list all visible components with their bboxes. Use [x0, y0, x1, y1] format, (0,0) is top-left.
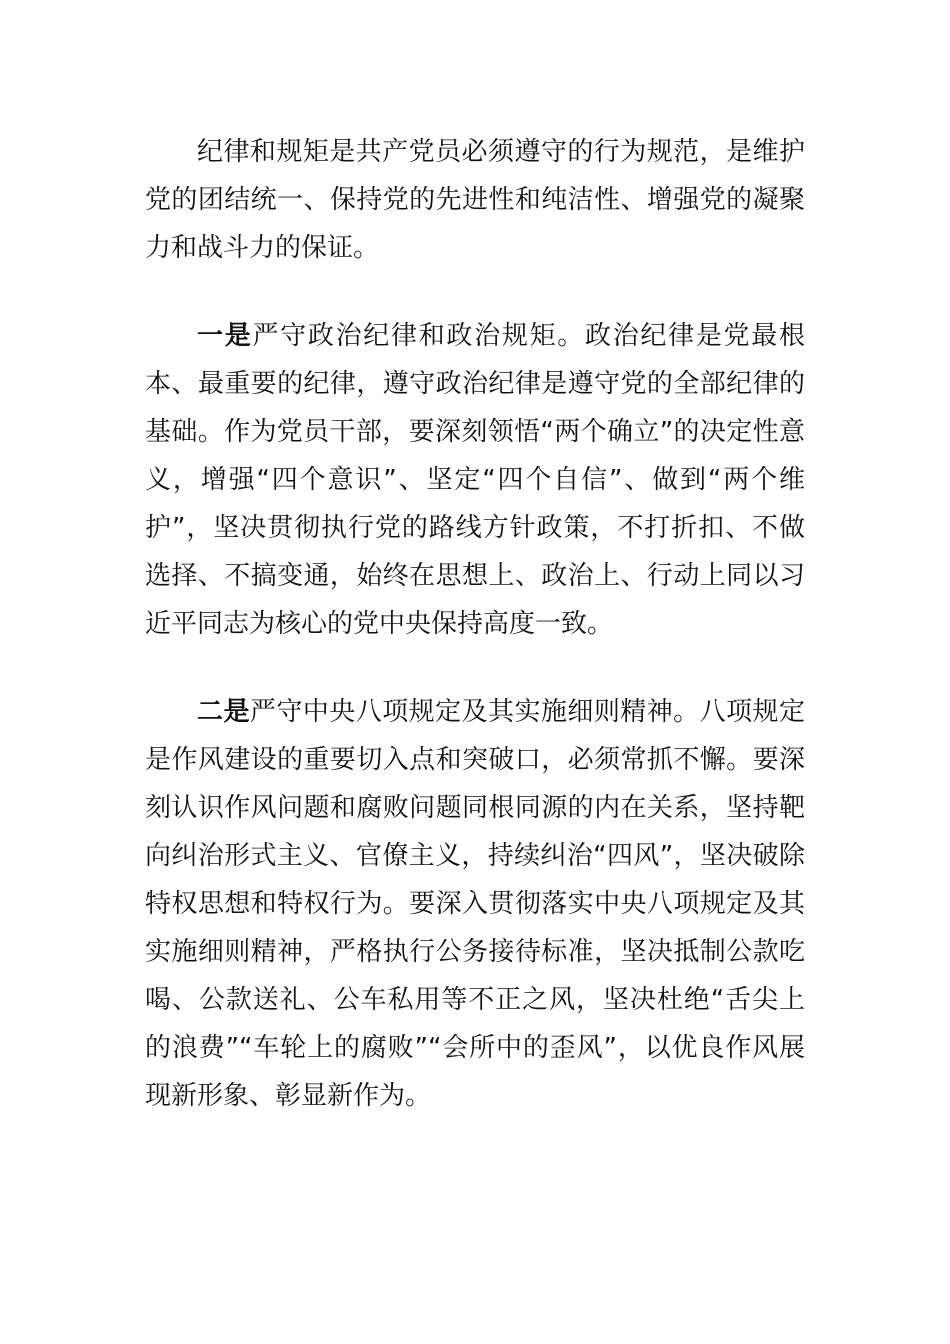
intro-paragraph [145, 128, 805, 272]
paragraph-text: 严守中央八项规定及其实施细则精神。八项规定是作风建设的重要切入点和突破口，必须常抓不懈。要深刻认识作风问题和腐败问题同根同源的内在关系，坚持靶向纠治形式主义、官僚主义，持续纠治“四风”，坚决破除特权思想和特权行为。要深入贯彻落实中央八项规定及其实施细则精神，严格执行公务接待标准，坚决抵制公款吃喝、公款送礼、公车私用等不正之风，坚决杜绝“舌尖上的浪费”“车轮上的腐败”“会所中的歪风”，以优良作风展现新形象、彰显新作为。 [145, 697, 805, 1111]
document-body [145, 128, 805, 1120]
paragraph-text: 严守政治纪律和政治规矩。政治纪律是党最根本、最重要的纪律，遵守政治纪律是遵守党的全部纪律的基础。作为党员干部，要深刻领悟“两个确立”的决定性意义，增强“四个意识”、坚定“四个自信”、做到“两个维护”，坚决贯彻执行党的路线方针政策，不打折扣、不做选择、不搞变通，始终在思想上、政治上、行动上同以习近平同志为核心的党中央保持高度一致。 [145, 321, 805, 639]
point-one-paragraph [145, 312, 805, 648]
paragraph-lead: 二是 [197, 697, 250, 727]
paragraph-text: 纪律和规矩是共产党员必须遵守的行为规范，是维护党的团结统一、保持党的先进性和纯洁性、增强党的凝聚力和战斗力的保证。 [145, 137, 805, 263]
paragraph-lead: 一是 [197, 321, 253, 351]
point-two-paragraph [145, 688, 805, 1120]
